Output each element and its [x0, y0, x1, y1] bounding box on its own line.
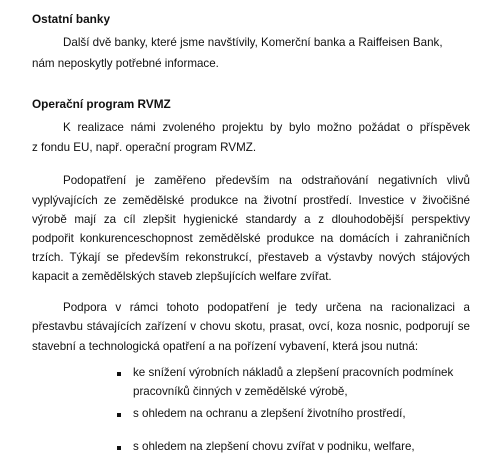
paragraph-line: výrobě mají za cíl zlepšit hygienické standardy a z dlouhodobější perspektivy [32, 213, 470, 226]
bullet-item-line: ke snížení výrobních nákladů a zlepšení pracovních podmínek [133, 366, 454, 379]
bullet-item-line: pracovníků činných v zemědělské výrobě, [133, 385, 348, 398]
paragraph-line: z fondu EU, např. operační program RVMZ. [32, 141, 257, 154]
paragraph-line: kapacit a zemědělských staveb zlepšujících welfare zvířat. [32, 270, 332, 283]
section-heading-ostatni-banky: Ostatní banky [32, 12, 111, 26]
bullet-item-line: s ohledem na ochranu a zlepšení životního prostředí, [133, 407, 406, 420]
paragraph-line: podpořit konkurenceschopnost zemědělské produkce na domácích i zahraničních [32, 232, 470, 245]
paragraph-line: stavební a technologická opatření a na pořízení vybavení, která jsou nutná: [32, 340, 419, 353]
paragraph-line: trzích. Týkají se především rekonstrukcí, přestaveb a výstavby nových stájových [32, 251, 470, 264]
paragraph-line: Další dvě banky, které jsme navštívily, Komerční banka a Raiffeisen Bank, [63, 36, 443, 49]
bullet-item-line: s ohledem na zlepšení chovu zvířat v podniku, welfare, [133, 440, 415, 453]
paragraph-line: nám neposkytly potřebné informace. [32, 57, 219, 70]
bullet-marker [117, 372, 121, 376]
paragraph-line: Podpora v rámci tohoto podopatření je tedy určena na racionalizaci a [63, 301, 470, 314]
paragraph-line: K realizace námi zvoleného projektu by bylo možno požádat o příspěvek [63, 121, 470, 134]
bullet-marker [117, 446, 121, 450]
paragraph-line: přestavbu stávajících zařízení v chovu skotu, prasat, ovcí, koza nosnic, podporují se [32, 320, 470, 333]
paragraph-line: Podopatření je zaměřeno především na odstraňování negativních vlivů [63, 174, 470, 187]
paragraph-line: vyplývajících ze zemědělské produkce na životní prostředí. Investice v živočišné [32, 194, 470, 207]
section-heading-operacni-program: Operační program RVMZ [32, 97, 171, 111]
bullet-marker [117, 413, 121, 417]
